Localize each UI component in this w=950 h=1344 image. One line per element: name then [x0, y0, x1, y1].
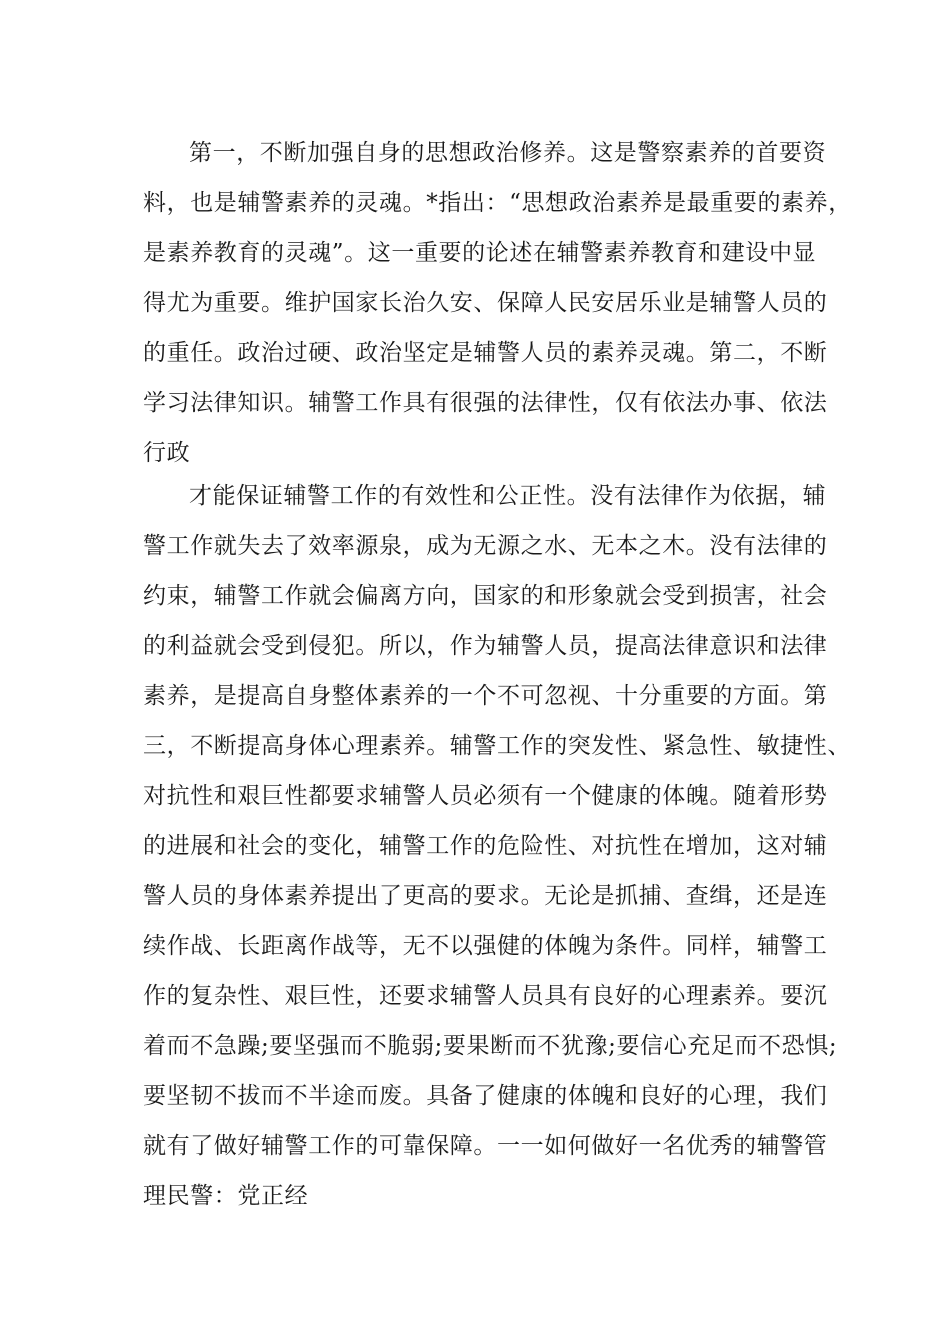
text-line: 行政	[143, 440, 191, 466]
text-line: 的进展和社会的变化，辅警工作的危险性、对抗性在增加，这对辅	[143, 833, 828, 859]
text-line: 才能保证辅警工作的有效性和公正性。没有法律作为依据，辅	[189, 483, 827, 509]
text-line: 理民警：党正经	[143, 1183, 309, 1209]
text-line: 三，不断提高身体心理素养。辅警工作的突发性、紧急性、敏捷性、	[143, 733, 851, 759]
text-line: 对抗性和艰巨性都要求辅警人员必须有一个健康的体魄。随着形势	[143, 783, 828, 809]
text-line: 作的复杂性、艰巨性，还要求辅警人员具有良好的心理素养。要沉	[143, 983, 828, 1009]
paragraph-2	[143, 471, 851, 1221]
text-line: 是素养教育的灵魂”。这一重要的论述在辅警素养教育和建设中显	[143, 240, 817, 266]
text-line: 就有了做好辅警工作的可靠保障。一一如何做好一名优秀的辅警管	[143, 1133, 828, 1159]
text-line: 着而不急躁;要坚强而不脆弱;要果断而不犹豫;要信心充足而不恐惧;	[143, 1033, 838, 1059]
text-line: 得尤为重要。维护国家长治久安、保障人民安居乐业是辅警人员的	[143, 290, 828, 316]
text-line: 警工作就失去了效率源泉，成为无源之水、无本之木。没有法律的	[143, 533, 828, 559]
text-line: 的重任。政治过硬、政治坚定是辅警人员的素养灵魂。第二，不断	[143, 340, 828, 366]
paragraph-1	[143, 128, 852, 478]
text-line: 素养，是提高自身整体素养的一个不可忽视、十分重要的方面。第	[143, 683, 828, 709]
text-line: 第一，不断加强自身的思想政治修养。这是警察素养的首要资	[189, 140, 827, 166]
text-line: 料，也是辅警素养的灵魂。*指出：“思想政治素养是最重要的素养，	[143, 190, 852, 216]
text-line: 续作战、长距离作战等，无不以强健的体魄为条件。同样，辅警工	[143, 933, 828, 959]
text-line: 要坚韧不拔而不半途而废。具备了健康的体魄和良好的心理，我们	[143, 1083, 828, 1109]
text-line: 学习法律知识。辅警工作具有很强的法律性，仅有依法办事、依法	[143, 390, 828, 416]
text-line: 约束，辅警工作就会偏离方向，国家的和形象就会受到损害，社会	[143, 583, 828, 609]
text-line: 警人员的身体素养提出了更高的要求。无论是抓捕、查缉，还是连	[143, 883, 828, 909]
text-line: 的利益就会受到侵犯。所以，作为辅警人员，提高法律意识和法律	[143, 633, 828, 659]
